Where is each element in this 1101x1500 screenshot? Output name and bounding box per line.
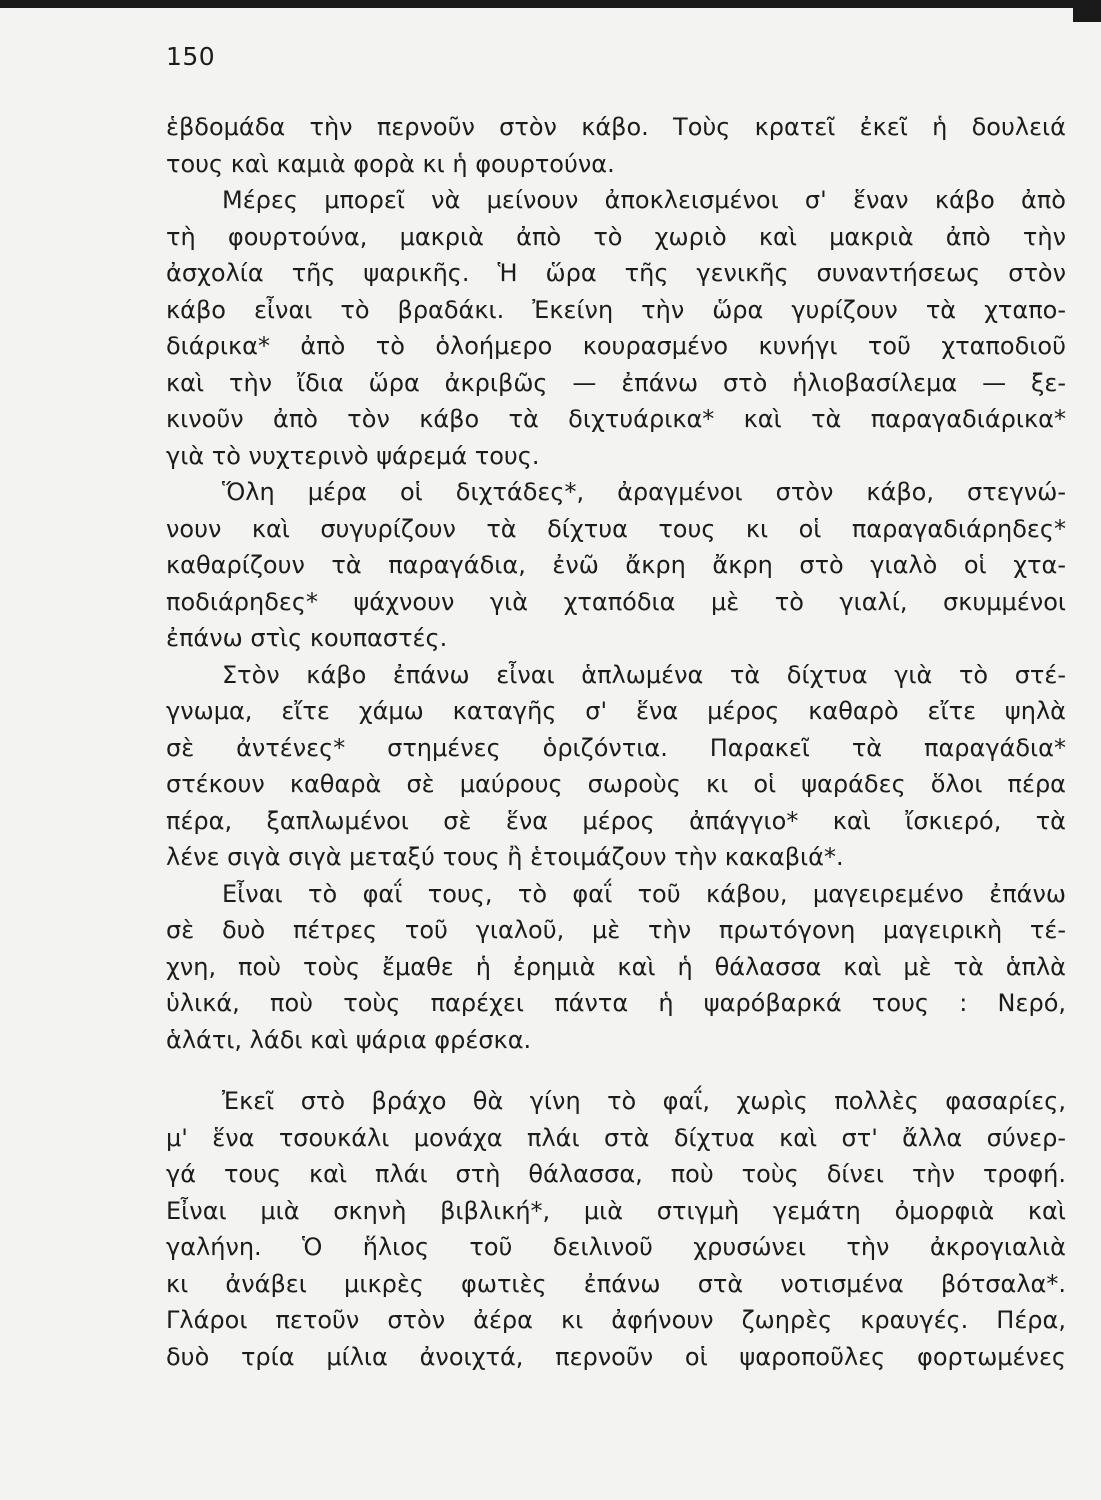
text-line: νουν καὶ συγυρίζουν τὰ δίχτυα τους κι οἱ παραγαδιάρηδες*	[166, 514, 1066, 543]
text-line: λένε σιγὰ σιγὰ μεταξύ τους ἢ ἑτοιμάζουν τὴν κακαβιά*.	[166, 843, 844, 871]
text-line: ὑλικά, ποὺ τοὺς παρέχει πάντα ἡ ψαρόβαρκά τους : Νερό,	[166, 989, 1066, 1017]
text-line: Εἶναι τὸ φαΐ τους, τὸ φαΐ τοῦ κάβου, μαγειρεμένο ἐπάνω	[222, 879, 1066, 908]
text-line: χνη, ποὺ τοὺς ἔμαθε ἡ ἐρημιὰ καὶ ἡ θάλασσα καὶ μὲ τὰ ἁπλὰ	[166, 952, 1066, 981]
text-line: καθαρίζουν τὰ παραγάδια, ἐνῶ ἄκρη ἄκρη στὸ γιαλὸ οἱ χτα-	[166, 551, 1066, 579]
text-line: γά τους καὶ πλάι στὴ θάλασσα, ποὺ τοὺς δίνει τὴν τροφή.	[166, 1160, 1066, 1188]
text-line: μ' ἕνα τσουκάλι μονάχα πλάι στὰ δίχτυα καὶ στ' ἄλλα σύνερ-	[166, 1123, 1066, 1152]
text-line: ποδιάρηδες* ψάχνουν γιὰ χταπόδια μὲ τὸ γιαλί, σκυμμένοι	[166, 587, 1066, 616]
text-line: διάρικα* ἀπὸ τὸ ὁλοήμερο κουρασμένο κυνήγι τοῦ χταποδιοῦ	[166, 332, 1066, 360]
text-line: Μέρες μπορεῖ νὰ μείνουν ἀποκλεισμένοι σ' ἕναν κάβο ἀπὸ	[222, 186, 1066, 214]
text-block-first	[166, 109, 1066, 1058]
text-block-second	[166, 1083, 1066, 1375]
text-line: καὶ τὴν ἴδια ὥρα ἀκριβῶς — ἐπάνω στὸ ἡλιοβασίλεμα — ξε-	[166, 368, 1066, 397]
text-line: στέκουν καθαρὰ σὲ μαύρους σωροὺς κι οἱ ψαράδες ὅλοι πέρα	[166, 770, 1066, 798]
text-line: Στὸν κάβο ἐπάνω εἶναι ἁπλωμένα τὰ δίχτυα γιὰ τὸ στέ-	[222, 660, 1066, 689]
text-line: πέρα, ξαπλωμένοι σὲ ἕνα μέρος ἀπάγγιο* καὶ ἴσκιερό, τὰ	[166, 806, 1066, 835]
text-line: ἀσχολία τῆς ψαρικῆς. Ἡ ὥρα τῆς γενικῆς συναντήσεως στὸν	[166, 259, 1066, 287]
text-line: Ἐκεῖ στὸ βράχο θὰ γίνη τὸ φαΐ, χωρὶς πολλὲς φασαρίες,	[222, 1087, 1066, 1115]
text-line: γνωμα, εἴτε χάμω καταγῆς σ' ἕνα μέρος καθαρὸ εἴτε ψηλὰ	[166, 697, 1066, 725]
text-line: Ὅλη μέρα οἱ διχτάδες*, ἀραγμένοι στὸν κάβο, στεγνώ-	[222, 478, 1066, 506]
text-line: γιὰ τὸ νυχτερινὸ ψάρεμά τους.	[166, 441, 540, 470]
text-line: Γλάροι πετοῦν στὸν ἀέρα κι ἀφήνουν ζωηρὲς κραυγές. Πέρα,	[166, 1306, 1066, 1334]
page-number: 150	[166, 42, 216, 71]
text-line: τους καὶ καμιὰ φορὰ κι ἡ φουρτούνα.	[166, 149, 615, 178]
text-line: ἑβδομάδα τὴν περνοῦν στὸν κάβο. Τοὺς κρατεῖ ἐκεῖ ἡ δουλειά	[166, 113, 1066, 141]
text-line: δυὸ τρία μίλια ἀνοιχτά, περνοῦν οἱ ψαροποῦλες φορτωμένες	[166, 1342, 1066, 1371]
text-line: Εἶναι μιὰ σκηνὴ βιβλική*, μιὰ στιγμὴ γεμάτη ὀμορφιὰ καὶ	[166, 1196, 1066, 1225]
text-line: γαλήνη. Ὁ ἥλιος τοῦ δειλινοῦ χρυσώνει τὴν ἀκρογιαλιὰ	[166, 1233, 1066, 1261]
text-line: κι ἀνάβει μικρὲς φωτιὲς ἐπάνω στὰ νοτισμένα βότσαλα*.	[166, 1269, 1066, 1298]
text-line: σὲ ἀντένες* στημένες ὁριζόντια. Παρακεῖ τὰ παραγάδια*	[166, 733, 1066, 762]
text-line: κάβο εἶναι τὸ βραδάκι. Ἐκείνη τὴν ὥρα γυρίζουν τὰ χταπο-	[166, 295, 1066, 324]
text-line: ἐπάνω στὶς κουπαστές.	[166, 624, 448, 652]
text-line: κινοῦν ἀπὸ τὸν κάβο τὰ διχτυάρικα* καὶ τὰ παραγαδιάρικα*	[166, 405, 1066, 433]
scan-corner-edge	[1073, 0, 1101, 22]
text-line: ἁλάτι, λάδι καὶ ψάρια φρέσκα.	[166, 1025, 532, 1054]
text-line: τὴ φουρτούνα, μακριὰ ἀπὸ τὸ χωριὸ καὶ μακριὰ ἀπὸ τὴν	[166, 222, 1066, 251]
text-line: σὲ δυὸ πέτρες τοῦ γιαλοῦ, μὲ τὴν πρωτόγονη μαγειρικὴ τέ-	[166, 916, 1066, 944]
scan-top-edge	[0, 0, 1101, 8]
